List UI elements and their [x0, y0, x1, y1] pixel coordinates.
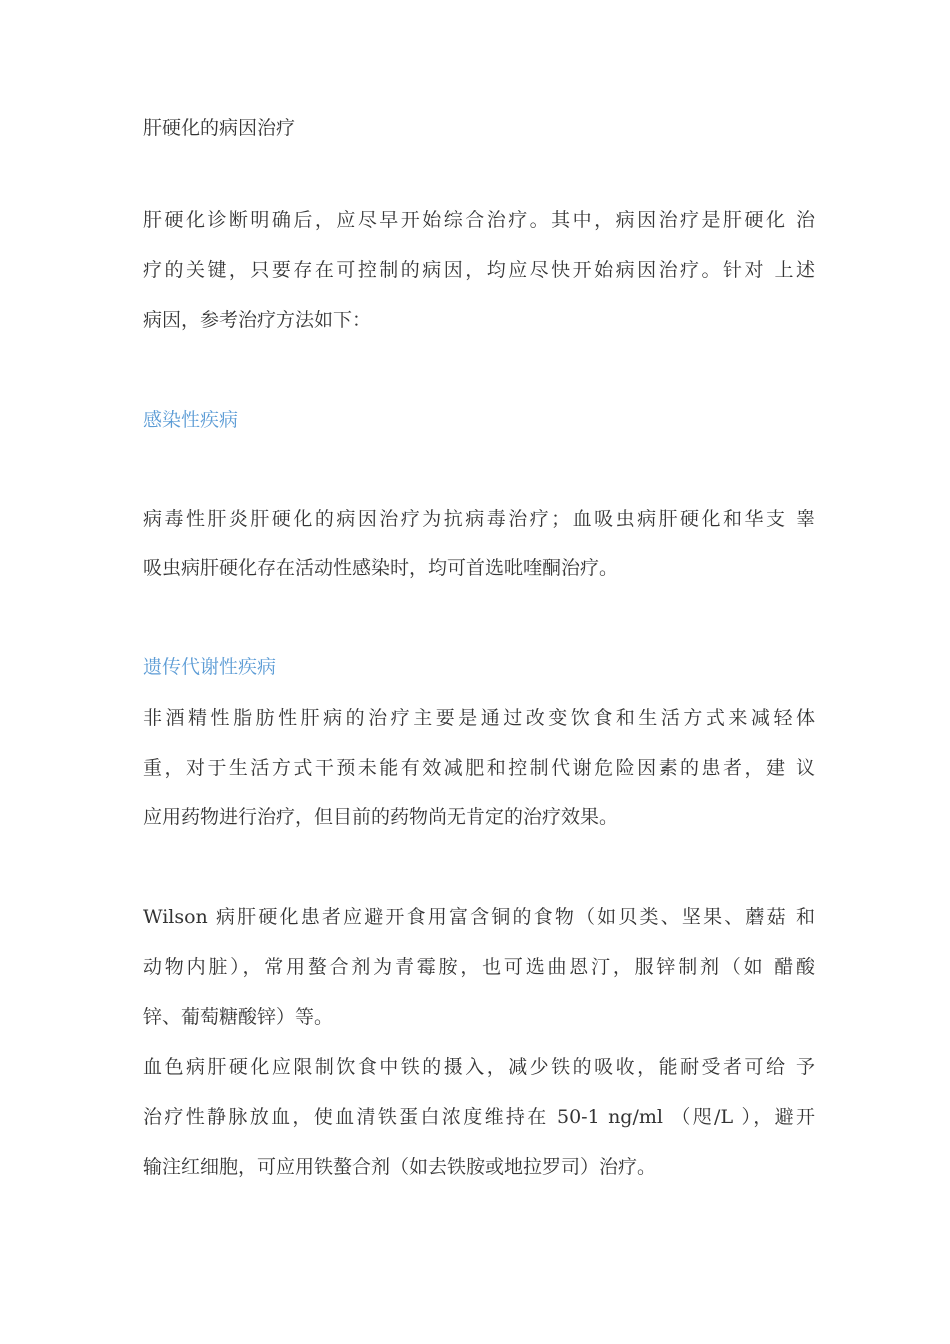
- intro-line-3: 病因，参考治疗方法如下：: [143, 309, 372, 331]
- intro-line-2: 疗的关键，只要存在可控制的病因，均应尽快开始病因治疗。针对 上述: [143, 259, 815, 281]
- intro-line-1: 肝硬化诊断明确后，应尽早开始综合治疗。其中，病因治疗是肝硬化 治: [143, 209, 815, 231]
- nafld-line-3: 应用药物进行治疗，但目前的药物尚无肯定的治疗效果。: [143, 806, 619, 828]
- page-title: 肝硬化的病因治疗: [143, 117, 296, 139]
- section-heading-infectious: 感染性疾病: [143, 409, 239, 431]
- nafld-line-1: 非酒精性脂肪性肝病的治疗主要是通过改变饮食和生活方式来减轻体: [143, 707, 815, 729]
- section-heading-metabolic: 遗传代谢性疾病: [143, 656, 277, 678]
- hemochromatosis-line-1: 血色病肝硬化应限制饮食中铁的摄入，减少铁的吸收，能耐受者可给 予: [143, 1056, 815, 1078]
- hemochromatosis-line-3: 输注红细胞，可应用铁螯合剂（如去铁胺或地拉罗司）治疗。: [143, 1156, 657, 1178]
- nafld-line-2: 重，对于生活方式干预未能有效减肥和控制代谢危险因素的患者，建 议: [143, 757, 815, 779]
- hemochromatosis-line-2: 治疗性静脉放血，使血清铁蛋白浓度维持在 50-1 ng/ml （咫/L ），避开: [143, 1106, 815, 1128]
- wilson-line-3: 锌、葡萄糖酸锌）等。: [143, 1006, 334, 1028]
- infectious-line-2: 吸虫病肝硬化存在活动性感染时，均可首选吡喹酮治疗。: [143, 557, 619, 579]
- infectious-line-1: 病毒性肝炎肝硬化的病因治疗为抗病毒治疗；血吸虫病肝硬化和华支 睾: [143, 508, 815, 530]
- wilson-line-1: Wilson 病肝硬化患者应避开食用富含铜的食物（如贝类、坚果、蘑菇 和: [143, 906, 815, 928]
- wilson-line-2: 动物内脏），常用螯合剂为青霉胺，也可选曲恩汀，服锌制剂（如 醋酸: [143, 956, 815, 978]
